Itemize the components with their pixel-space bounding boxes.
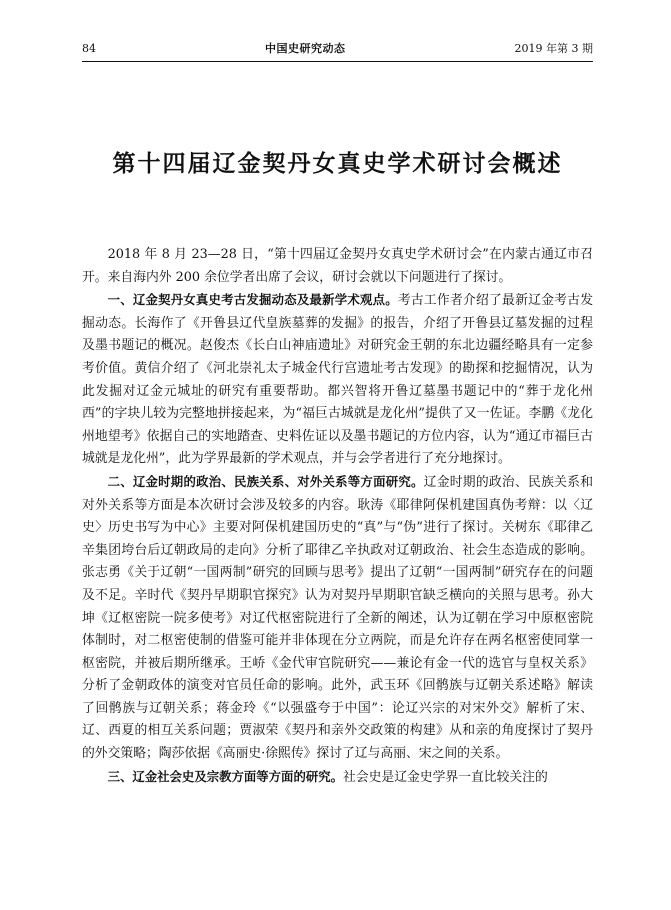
paragraph-section-3 — [82, 766, 593, 790]
section-heading-3: 三、辽金社会史及宗教方面等方面的研究。 — [107, 768, 344, 784]
page-number: 84 — [82, 42, 96, 55]
journal-name: 中国史研究动态 — [265, 42, 346, 55]
paragraph-text: 2018 年 8 月 23—28 日，“第十四届辽金契丹女真史学术研讨会”在内蒙古通辽市召开。来自海内外 200 余位学者出席了会议，研讨会就以下问题进行了探讨。 — [82, 247, 593, 285]
paragraph-section-1 — [82, 289, 593, 471]
paragraph-intro — [82, 243, 593, 289]
header-rule — [82, 61, 593, 62]
section-heading-1: 一、辽金契丹女真史考古发掘动态及最新学术观点。 — [107, 292, 398, 308]
paragraph-text: 考古工作者介绍了最新辽金考古发掘动态。长海作了《开鲁县辽代皇族墓葬的发掘》的报告，介绍了开鲁县辽墓发掘的过程及墨书题记的概况。赵俊杰《长白山神庙遗址》对研究金王朝的东北边疆经略具有一定参考价值。黄信介绍了《河北崇礼太子城金代行宫遗址考古发现》的勘探和挖掘情况，认为此发掘对辽金元城址的研究有重要帮助。都兴智将开鲁辽墓墨书题记中的“葬于龙化州西”的字块儿较为完整地拼接起来，为“福巨古城就是龙化州”提供了又一佐证。李鹏《龙化州地望考》依据自己的实地踏查、史料佐证以及墨书题记的方位内容，认为“通辽市福巨古城就是龙化州”，此为学界最新的学术观点，并与会学者进行了充分地探讨。 — [82, 293, 594, 467]
section-heading-2: 二、辽金时期的政治、民族关系、对外关系等方面研究。 — [107, 473, 424, 489]
article-body — [82, 243, 593, 789]
paragraph-text: 辽金时期的政治、民族关系和对外关系等方面是本次研讨会涉及较多的内容。耿涛《耶律阿保机建国真伪考辩：以〈辽史〉历史书写为中心》主要对阿保机建国历史的“真”与“伪”进行了探讨。关树东《耶律乙辛集团垮台后辽朝政局的走向》分析了耶律乙辛执政对辽朝政治、社会生态造成的影响。张志勇《关于辽朝“一国两制”研究的回顾与思考》提出了辽朝“一国两制”研究存在的问题及不足。辛时代《契丹早期职官探究》认为对契丹早期职官缺乏横向的关照与思考。孙大坤《辽枢密院一院多使考》对辽代枢密院进行了全新的阐述，认为辽朝在学习中原枢密院体制时，对二枢密使制的借鉴可能并非体现在分立两院，而是允许存在两名枢密使同掌一枢密院，并被后期所继承。王峤《金代审官院研究——兼论有金一代的选官与皇权关系》分析了金朝政体的演变对官员任命的影响。此外，武玉环《回鹘族与辽朝关系述略》解读了回鹘族与辽朝关系；蒋金玲《“以强盛夸于中国”：论辽兴宗的对宋外交》解析了宋、辽、西夏的相互关系问题；贾淑荣《契丹和亲外交政策的构建》从和亲的角度探讨了契丹的外交策略；陶莎依据《高丽史·徐熙传》探讨了辽与高丽、宋之间的关系。 — [82, 474, 594, 762]
running-header — [82, 40, 593, 60]
paragraph-text: 社会史是辽金史学界一直比较关注的 — [343, 769, 548, 785]
paragraph-section-2 — [82, 471, 593, 766]
issue-label: 2019 年第 3 期 — [514, 42, 593, 55]
article-title: 第十四届辽金契丹女真史学术研讨会概述 — [112, 151, 563, 177]
